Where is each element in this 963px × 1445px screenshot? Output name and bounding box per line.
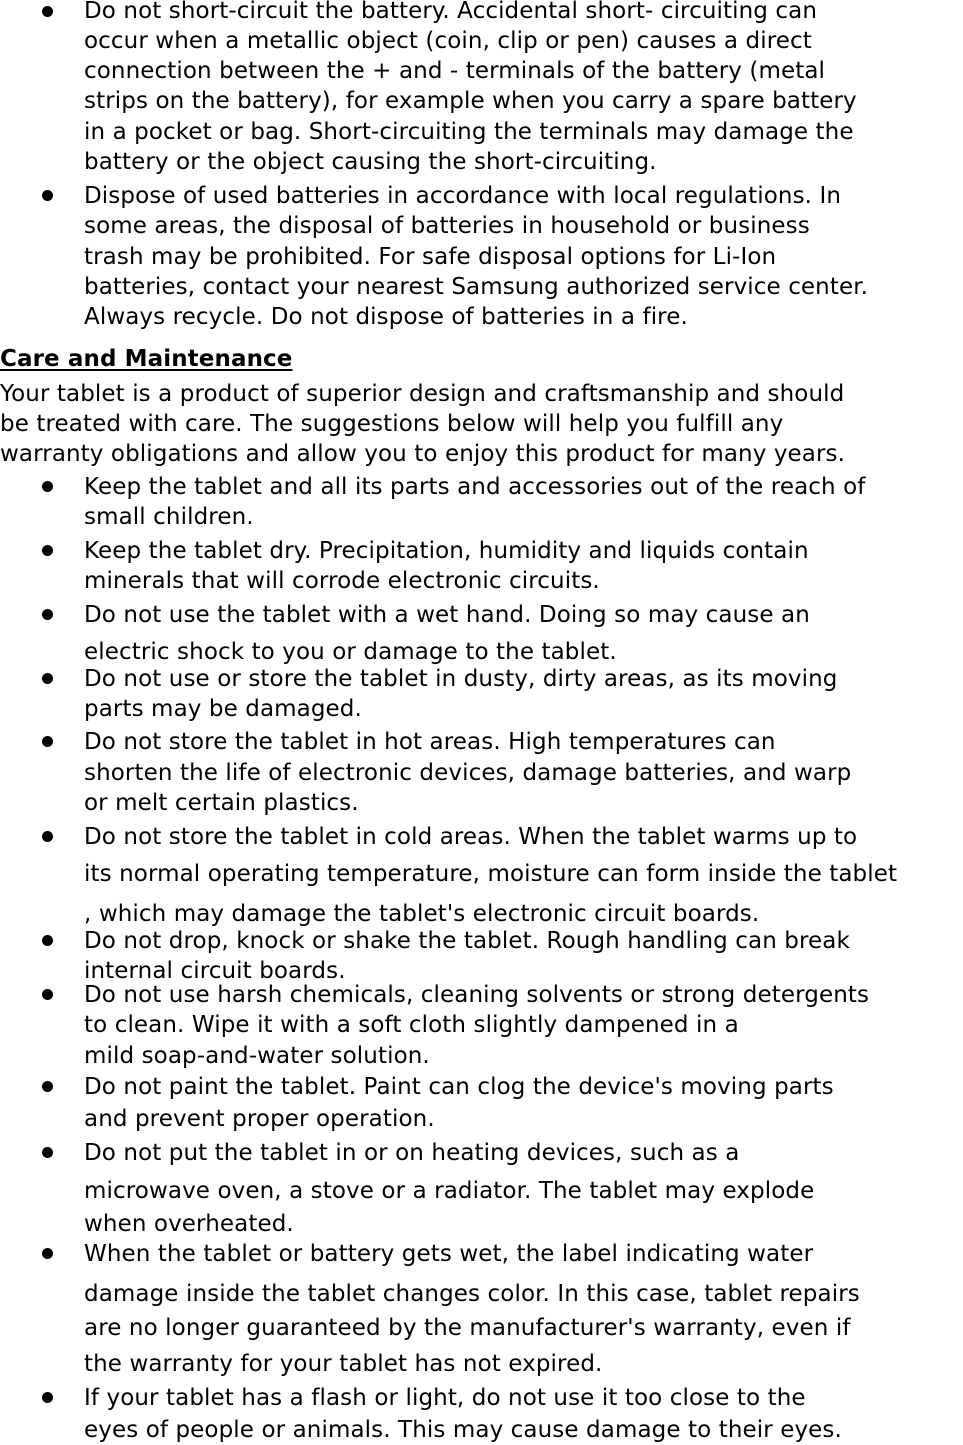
list-item-line: If your tablet has a flash or light, do not use it too close to the [84, 1385, 806, 1411]
paragraph-line: be treated with care. The suggestions below will help you fulfill any [0, 411, 784, 437]
paragraph-line: Your tablet is a product of superior design and craftsmanship and should [0, 381, 845, 407]
list-item-line: Dispose of used batteries in accordance with local regulations. In [84, 183, 842, 209]
list-item-line: are no longer guaranteed by the manufacturer's warranty, even if [84, 1315, 851, 1341]
bullet-icon [42, 1081, 53, 1092]
list-item-line: batteries, contact your nearest Samsung authorized service center. [84, 274, 869, 300]
list-item-line: When the tablet or battery gets wet, the label indicating water [84, 1241, 814, 1267]
list-item-line: some areas, the disposal of batteries in household or business [84, 213, 810, 239]
bullet-icon [42, 6, 53, 17]
bullet-icon [42, 481, 53, 492]
list-item-line: microwave oven, a stove or a radiator. The tablet may explode [84, 1178, 815, 1204]
list-item-line: Do not use or store the tablet in dusty, dirty areas, as its moving [84, 666, 838, 692]
list-item-line: in a pocket or bag. Short-circuiting the terminals may damage the [84, 119, 854, 145]
list-item-line: parts may be damaged. [84, 696, 362, 722]
list-item-line: battery or the object causing the short-circuiting. [84, 149, 657, 175]
list-item-line: occur when a metallic object (coin, clip or pen) causes a direct [84, 28, 812, 54]
list-item-line: , which may damage the tablet's electronic circuit boards. [84, 901, 760, 927]
list-item-line: internal circuit boards. [84, 958, 346, 984]
list-item-line: trash may be prohibited. For safe disposal options for Li-Ion [84, 244, 777, 270]
list-item-line: Do not drop, knock or shake the tablet. Rough handling can break [84, 928, 850, 954]
paragraph-line: warranty obligations and allow you to enjoy this product for many years. [0, 441, 846, 467]
bullet-icon [42, 609, 53, 620]
list-item-line: Keep the tablet dry. Precipitation, humidity and liquids contain [84, 538, 809, 564]
list-item-line: minerals that will corrode electronic circuits. [84, 568, 600, 594]
bullet-icon [42, 1392, 53, 1403]
list-item-line: Keep the tablet and all its parts and accessories out of the reach of [84, 474, 866, 500]
list-item-line: Do not use harsh chemicals, cleaning solvents or strong detergents [84, 982, 870, 1008]
list-item-line: Always recycle. Do not dispose of batteries in a fire. [84, 304, 688, 330]
list-item-line: strips on the battery), for example when you carry a spare battery [84, 88, 857, 114]
list-item-line: when overheated. [84, 1211, 294, 1237]
list-item-line: Do not put the tablet in or on heating devices, such as a [84, 1140, 740, 1166]
bullet-icon [42, 831, 53, 842]
section-heading: Care and Maintenance [0, 346, 293, 372]
list-item-line: Do not short-circuit the battery. Accidental short- circuiting can [84, 0, 818, 24]
bullet-icon [42, 673, 53, 684]
bullet-icon [42, 935, 53, 946]
list-item-line: and prevent proper operation. [84, 1106, 435, 1132]
list-item-line: shorten the life of electronic devices, damage batteries, and warp [84, 760, 852, 786]
list-item-line: electric shock to you or damage to the tablet. [84, 639, 617, 665]
list-item-line: small children. [84, 504, 254, 530]
bullet-icon [42, 736, 53, 747]
list-item-line: or melt certain plastics. [84, 790, 359, 816]
bullet-icon [42, 1248, 53, 1259]
list-item-line: Do not paint the tablet. Paint can clog the device's moving parts [84, 1074, 834, 1100]
list-item-line: mild soap-and-water solution. [84, 1043, 430, 1069]
list-item-line: the warranty for your tablet has not expired. [84, 1351, 603, 1377]
bullet-icon [42, 989, 53, 1000]
list-item-line: eyes of people or animals. This may cause damage to their eyes. [84, 1417, 842, 1443]
list-item-line: to clean. Wipe it with a soft cloth slightly dampened in a [84, 1012, 739, 1038]
bullet-icon [42, 545, 53, 556]
list-item-line: damage inside the tablet changes color. In this case, tablet repairs [84, 1281, 860, 1307]
list-item-line: Do not store the tablet in hot areas. High temperatures can [84, 729, 776, 755]
list-item-line: Do not use the tablet with a wet hand. Doing so may cause an [84, 602, 810, 628]
list-item-line: Do not store the tablet in cold areas. When the tablet warms up to [84, 824, 858, 850]
bullet-icon [42, 1147, 53, 1158]
list-item-line: its normal operating temperature, moisture can form inside the tablet [84, 861, 898, 887]
bullet-icon [42, 190, 53, 201]
list-item-line: connection between the + and - terminals of the battery (metal [84, 58, 826, 84]
